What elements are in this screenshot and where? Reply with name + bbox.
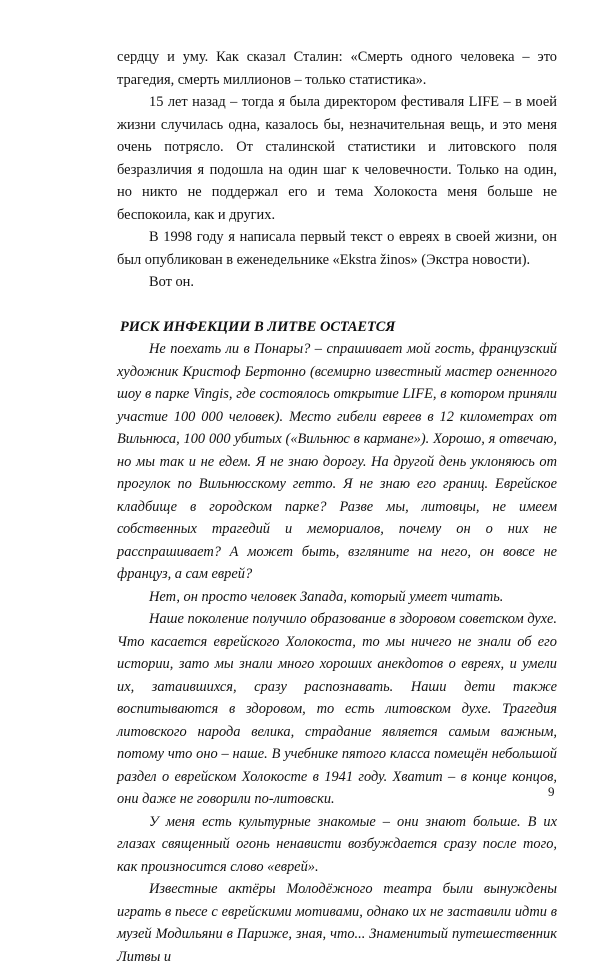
article-heading: РИСК ИНФЕКЦИИ В ЛИТВЕ ОСТАЕТСЯ — [120, 318, 396, 335]
paragraph-here-it-is: Вот он. — [149, 274, 194, 290]
paragraph-first-text: В 1998 году я написала первый текст о евреях в своей жизни, он был опубликован в еженедельнике «Ekstra žinos» (Экстра новости). — [117, 229, 557, 268]
article-paragraph-ponary: Не поехать ли в Понары? – спрашивает мой гость, французский художник Кристоф Бертонно (всемирно известный мастер огненного шоу в парке Vingis, где состоялось открытие LIFE, в котором приняли участие 100 000 человек). Место гибели евреев в 12 километрах от Вильнюса, 100 000 убитых («Вильнюс в кармане»). Хорошо, я отвечаю, но мы так и не едем. Я не знаю дорогу. На другой день уклоняюсь от прогулок по Вильнюсскому гетто. Я не знаю его границ. Еврейское кладбище в городском парке? Разве мы, литовцы, не имеем собственных трагедий и мемориалов, почему он о них не расспрашивает? А может быть, взгляните на него, он вовсе не француз, а сам еврей? — [117, 341, 557, 582]
article-paragraph-acquaintances: У меня есть культурные знакомые – они знают больше. В их глазах священный огонь ненависти возбуждается сразу после того, как произносится слово «еврей». — [117, 813, 557, 875]
page-number: 9 — [548, 784, 555, 799]
article-paragraph-western-man: Нет, он просто человек Запада, который умеет читать. — [149, 588, 504, 605]
paragraph-festival: 15 лет назад – тогда я была директором фестиваля LIFE – в моей жизни случилась одна, казалось бы, незначительная вещь, и это меня очень потрясло. От сталинской статистики и литовского поля безразличия я подошла на один шаг к человечности. Только на один, но никто не поддержал его и тема Холокоста меня больше не беспокоила, как и других. — [117, 94, 557, 223]
spacer — [117, 294, 557, 316]
paragraph-continued: сердцу и уму. Как сказал Сталин: «Смерть одного человека – это трагедия, смерть миллионов – только статистика». — [117, 49, 557, 88]
text-body — [117, 46, 557, 968]
article-paragraph-actors: Известные актёры Молодёжного театра были вынуждены играть в пьесе с еврейскими мотивами, однако их не заставили идти в музей Модильяни в Париже, зная, что... Знаменитый путешественник Литвы и — [117, 881, 557, 965]
article-paragraph-generation: Наше поколение получило образование в здоровом советском духе. Что касается еврейского Холокоста, то мы ничего не знали об его истории, зато мы знали много хороших анекдотов о евреях, и умели их, затаившихся, сразу распознавать. Наши дети также воспитываются в здоровом, то есть литовском духе. Трагедия литовского народа велика, страдание является самым важным, потому что оно – наше. В учебнике пятого класса помещён небольшой раздел о еврейском Холокосте в 1941 году. Хватит – в конце концов, они даже не говорили по-литовски. — [117, 611, 557, 807]
